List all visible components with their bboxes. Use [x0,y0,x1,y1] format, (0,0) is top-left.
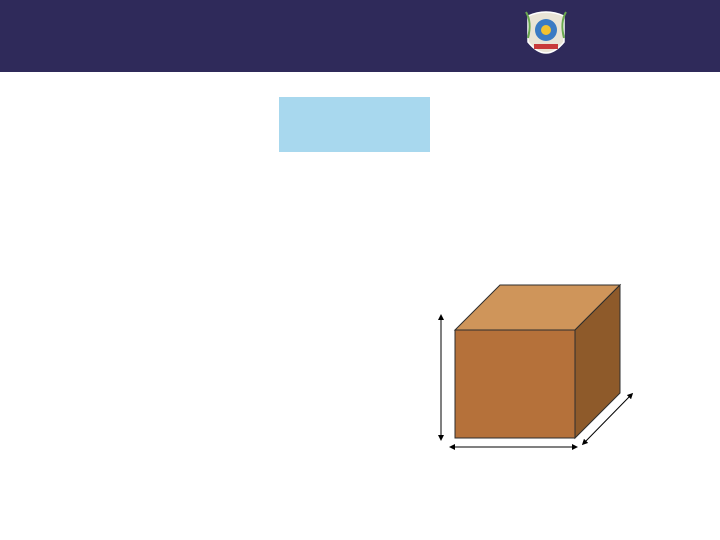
header-banner [0,0,720,72]
state-seal-icon [522,8,570,66]
cube-front-face [455,330,575,438]
title-box [279,97,430,152]
cube-diagram [405,275,645,475]
